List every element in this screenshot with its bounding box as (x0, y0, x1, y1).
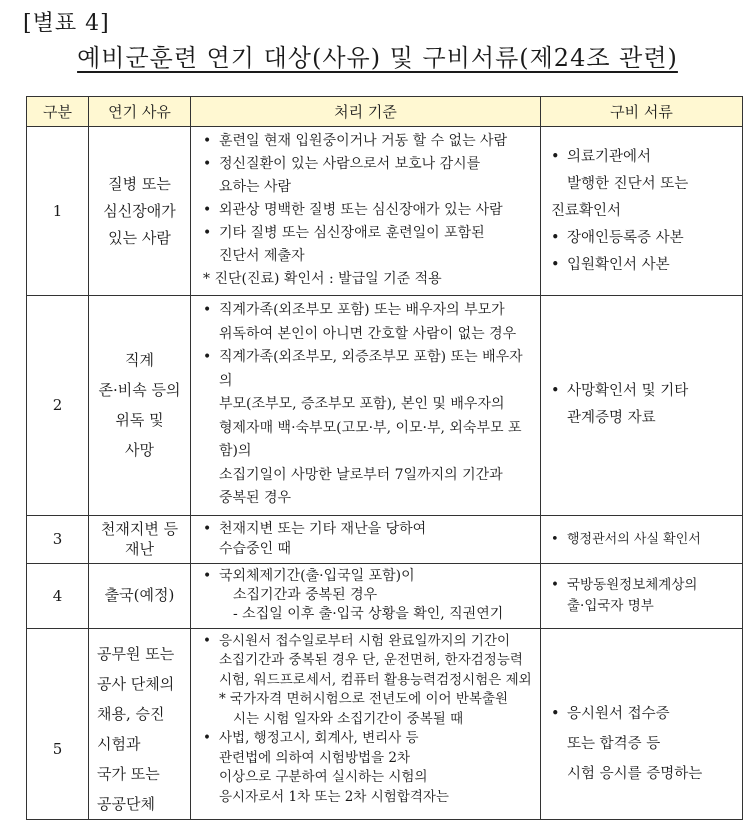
table-row (27, 127, 743, 296)
document-title-text: 예비군훈련 연기 대상(사유) 및 구비서류(제24조 관련) (77, 44, 678, 72)
documents-cell (541, 563, 743, 628)
reason-line: 국가 또는 (97, 764, 160, 783)
reason-line: 시험과 (97, 734, 141, 753)
criteria-subnote: * 국가자격 면허시험으로 전년도에 이어 반복출원 (219, 691, 509, 707)
documents-cell (541, 296, 743, 516)
document-item-continued: 진료확인서 (551, 202, 622, 219)
row-number: 2 (27, 296, 89, 516)
criteria-item: • 정신질환이 있는 사람으로서 보호나 감시를 요하는 사람 (203, 153, 532, 199)
criteria-item: • 기타 질병 또는 심신장애로 훈련일이 포함된 진단서 제출자 (203, 222, 532, 268)
criteria-note: * 진단(진료) 확인서 : 발급일 기준 적용 (203, 271, 442, 287)
reason-line: 공사 단체의 (97, 674, 175, 693)
document-item: • 사망확인서 및 기타 관계증명 자료 (551, 378, 736, 432)
document-item: • 의료기관에서 발행한 진단서 또는 (551, 144, 736, 198)
criteria-item: • 응시원서 접수일로부터 시험 완료일까지의 기간이 소집기간과 중복된 경우 단, 운전면허, 한자검정능력 시험, 워드프로세서, 컴퓨터 활용능력검정시험은 제외 * 국가자격 면허시험으로 전년도에 이어 반복출원 시는 시험 일자와 소집기간이 중복될 때 (203, 632, 532, 730)
reason-cell (89, 563, 191, 628)
document-item: • 장애인등록증 사본 (551, 225, 736, 252)
documents-cell (541, 628, 743, 819)
table-header-row (27, 97, 743, 127)
criteria-item: • 직계가족(외조부모 포함) 또는 배우자의 부모가 위독하여 본인이 아니면 간호할 사람이 없는 경우 (203, 299, 532, 346)
criteria-item: • 국외체제기간(출·입국일 포함)이 소집기간과 중복된 경우 - 소집일 이후 출·입국 상황을 확인, 직권연기 (203, 567, 532, 624)
reason-cell (89, 296, 191, 516)
criteria-item: • 사법, 행정고시, 회계사, 변리사 등 관련법에 의하여 시험방법을 2차 이상으로 구분하여 실시하는 시험의 응시자로서 1차 또는 2차 시험합격자는 (203, 729, 532, 807)
reason-line: 존·비속 등의 (98, 381, 181, 400)
reason-line: 질병 또는 (108, 174, 171, 193)
reason-line: 천재지변 등 (100, 520, 179, 538)
reason-line: 공공단체 (97, 794, 155, 813)
reason-cell (89, 127, 191, 296)
reason-line: 직계 (125, 351, 154, 370)
reason-line: 재난 (125, 540, 154, 558)
document-item: • 응시원서 접수증 또는 합격증 등 시험 응시를 증명하는 (551, 699, 736, 789)
document-title (0, 38, 755, 73)
document-item: • 행정관서의 사실 확인서 (551, 526, 736, 553)
criteria-item: • 직계가족(외조부모, 외증조부모 포함) 또는 배우자의 부모(조부모, 증조부모 포함), 본인 및 배우자의 형제자매 백·숙부모(고모·부, 이모·부, 외숙부모 포함)의 소집기일이 사망한 날로부터 7일까지의 기간과 중복된 경우 (203, 346, 532, 511)
reason-line: 공무원 또는 (97, 644, 175, 663)
document-item: • 국방동원정보체계상의 출·입국자 명부 (551, 575, 736, 617)
criteria-item: • 훈련일 현재 입원중이거나 거동 할 수 없는 사람 (203, 130, 532, 153)
column-header-category: 구분 (27, 97, 89, 127)
row-number: 1 (27, 127, 89, 296)
table-row (27, 515, 743, 563)
row-number: 3 (27, 515, 89, 563)
criteria-cell (191, 127, 541, 296)
criteria-cell (191, 296, 541, 516)
row-number: 4 (27, 563, 89, 628)
criteria-item: • 천재지변 또는 기타 재난을 당하여 수습중인 때 (203, 519, 532, 559)
documents-cell (541, 127, 743, 296)
reason-line: 있는 사람 (108, 228, 171, 247)
column-header-reason: 연기 사유 (89, 97, 191, 127)
criteria-cell (191, 628, 541, 819)
reason-cell (89, 628, 191, 819)
criteria-item: • 외관상 명백한 질병 또는 심신장애가 있는 사람 (203, 199, 532, 222)
table-row (27, 563, 743, 628)
reason-line: 심신장애가 (103, 201, 176, 220)
reason-line: 출국(예정) (104, 586, 175, 604)
column-header-criteria: 처리 기준 (191, 97, 541, 127)
column-header-documents: 구비 서류 (541, 97, 743, 127)
reason-line: 위독 및 (115, 411, 164, 430)
criteria-cell (191, 515, 541, 563)
row-number: 5 (27, 628, 89, 819)
reason-cell (89, 515, 191, 563)
reason-line: 사망 (125, 441, 154, 460)
table-row (27, 628, 743, 819)
table-row (27, 296, 743, 516)
criteria-cell (191, 563, 541, 628)
deferral-table (26, 96, 743, 820)
reason-line: 채용, 승진 (97, 704, 165, 723)
document-item: • 입원확인서 사본 (551, 252, 736, 279)
documents-cell (541, 515, 743, 563)
annex-label: [별표 4] (23, 11, 110, 36)
